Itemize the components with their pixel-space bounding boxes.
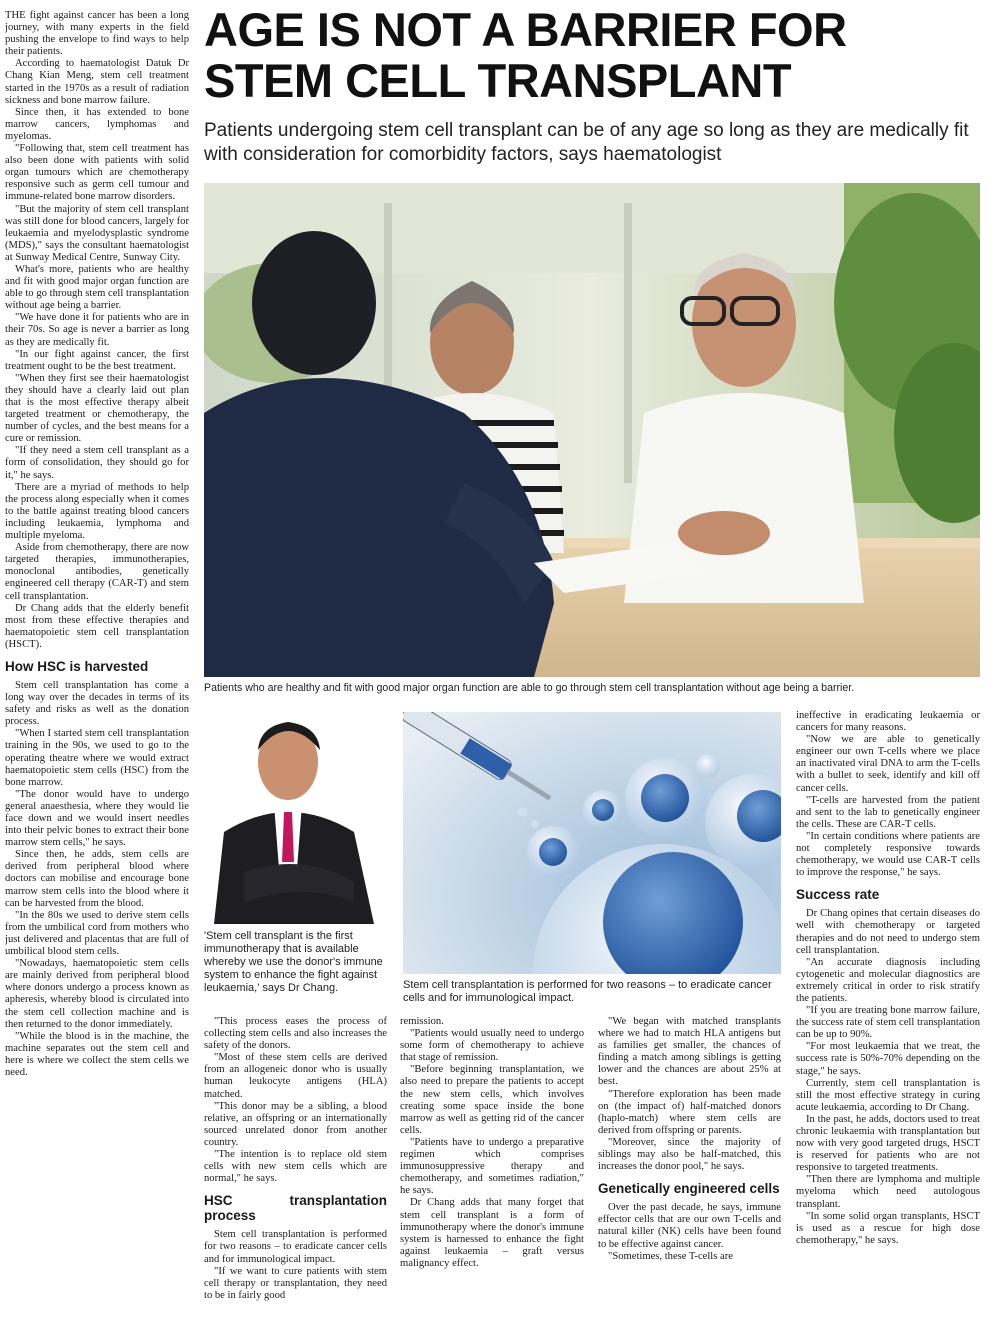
subheading: How HSC is harvested [5,658,149,674]
paragraph: "We have done it for patients who are in their 70s. So age is never a barrier as long as they are medically fit. [5,312,189,348]
paragraph: "If we want to cure patients with stem cell therapy or transplantation, they need to be in fairly good [204,1265,387,1301]
paragraph: Dr Chang adds that the elderly benefit most from these effective therapies and haematopoietic stem cell transplantation (HSCT). [5,602,189,650]
paragraph: Stem cell transplantation has come a long way over the decades in terms of its safety and risks as well as the donation process. [5,679,189,728]
paragraph: In the past, he adds, doctors used to treat chronic leukaemia with transplantation but now with very good targeted drugs, HSCT is reserved for patients who are not responsive to targeted treatments. [796,1113,980,1174]
paragraph: There are a myriad of methods to help the process along especially when it comes to the battle against treating blood cancers including leukaemia, lymphoma and multiple myeloma. [5,481,189,542]
paragraph: Aside from chemotherapy, there are now targeted therapies, immunotherapies, monoclonal antibodies, genetically engineered cell therapy (CAR-T) and stem cell transplantation. [5,542,189,602]
paragraph: Since then, it has extended to bone marrow cancers, lymphomas and myelomas. [5,106,189,142]
paragraph: Dr Chang opines that certain diseases do well with chemotherapy or targeted therapies and do not need to undergo stem cell transplantation. [796,908,980,956]
paragraph: "When they first see their haematologist they should have a clearly laid out plan that is the most effective therapy albeit targeted treatment or chemotherapy, the number of cycles, and the best means for a cure or remission. [5,372,189,445]
paragraph: "For most leukaemia that we treat, the success rate is 50%-70% depending on the stage," he says. [796,1041,980,1077]
paragraph: "If they need a stem cell transplant as a form of consolidation, they should go for it," he says. [5,445,189,481]
article-column-3 [400,1016,584,1316]
paragraph: "Patients have to undergo a preparative regimen which comprises immunosuppressive therapy and chemotherapy, and sometimes radiation," he says. [400,1136,584,1197]
standfirst: Patients undergoing stem cell transplant can be of any age so long as they are medically fit with consideration for comorbidity factors, says haematologist [204,120,969,165]
article-column-1 [5,10,189,1315]
paragraph: "In our fight against cancer, the first treatment ought to be the best treatment. [5,348,189,372]
paragraph: "But the majority of stem cell transplant was still done for blood cancers, largely for leukaemia and myelodysplastic syndrome (MDS)," says the consultant haematologist at Sunway Medical Centre, Sunway City. [5,203,189,263]
paragraph: "Moreover, since the majority of siblings may also be half-matched, this increases the donor pool," he says. [598,1136,781,1173]
paragraph: "Nowadays, haematopoietic stem cells are mainly derived from peripheral blood where donors undergo a process known as apheresis, whereby blood is circulated into the stem cell collection machine and is then returned to the donor immediately. [5,958,189,1030]
paragraph: "In the 80s we used to derive stem cells from the umbilical cord from mothers who just delivered and placentas that are full of umbilical blood stem cells. [5,909,189,958]
paragraph: Stem cell transplantation is performed for two reasons – to eradicate cancer cells and for immunological impact. [204,1229,387,1265]
subheading: Success rate [796,887,880,903]
paragraph: Dr Chang adds that many forget that stem cell transplant is a form of immunotherapy where the donor's immune system is harnessed to enhance the fight against leukaemia – graft versus malignancy effect. [400,1197,584,1269]
paragraph: "When I started stem cell transplantation training in the 90s, we used to go to the operating theatre where we would extract haematopoietic stem cells (HSC) from the bone marrow. [5,728,189,788]
main-photo [204,183,980,677]
paragraph: Over the past decade, he says, immune effector cells that are our own T-cells and natural killer (NK) cells have been found to be effective against cancer. [598,1202,781,1250]
article-column-4 [598,1016,781,1316]
subheading: Genetically engineered cells [598,1181,780,1197]
cell-image [403,712,781,974]
paragraph: "Therefore exploration has been made on (the impact of) half-matched donors (haplo-match) where stem cells are derived from offspring or parents. [598,1088,781,1136]
paragraph: According to haematologist Datuk Dr Chang Kian Meng, stem cell treatment started in the 1970s as a result of radiation sickness and bone marrow failure. [5,58,189,106]
paragraph: ineffective in eradicating leukaemia or cancers for many reasons. [796,710,980,734]
paragraph: "While the blood is in the machine, the machine separates out the stem cell and here is where we collect the stem cells we need. [5,1030,189,1078]
portrait-illustration [204,712,398,924]
consultation-illustration [204,183,980,677]
paragraph: THE fight against cancer has been a long journey, with many experts in the field pushing the envelope to find ways to help their patients. [5,10,189,58]
portrait-photo [204,712,398,924]
paragraph: "The donor would have to undergo general anaesthesia, where they would lie face down and we would insert needles into their pelvic bones to extract their bone marrow stem cells," he says. [5,788,189,849]
paragraph: "In certain conditions where patients are not completely responsive towards chemotherapy, we would use CAR-T cells to improve the response," he says. [796,830,980,879]
paragraph: "We began with matched transplants where we had to match HLA antigens but as families get smaller, the chances of finding a match among siblings is getting lower and the chances are about 25% at best. [598,1016,781,1088]
paragraph: Since then, he adds, stem cells are derived from peripheral blood where doctors can mobilise and encourage bone marrow stem cells into the blood where it can be harvested from the blood. [5,849,189,909]
paragraph: "The intention is to replace old stem cells with new stem cells which are normal," he says. [204,1149,387,1185]
paragraph: "Now we are able to genetically engineer our own T-cells where we place an inactivated viral DNA to arm the T-cells with a bullet to seek, identify and kill off cancer cells. [796,734,980,794]
article-column-5 [796,710,980,1316]
cell-image-caption: Stem cell transplantation is performed for two reasons – to eradicate cancer cells and for immunological impact. [403,979,772,1004]
paragraph: "Sometimes, these T-cells are [608,1250,733,1262]
paragraph: "If you are treating bone marrow failure, the success rate of stem cell transplantation can be up to 90%. [796,1005,980,1041]
paragraph: "T-cells are harvested from the patient and sent to the lab to genetically engineer the cells. These are CAR-T cells. [796,794,980,830]
main-photo-caption: Patients who are healthy and fit with good major organ function are able to go through stem cell transplantation without age being a barrier. [204,682,855,694]
paragraph: Currently, stem cell transplantation is still the most effective strategy in curing acute leukaemia, according to Dr Chang. [796,1077,980,1113]
paragraph: remission. [400,1016,444,1027]
paragraph: "Most of these stem cells are derived from an allogeneic donor who is usually human leukocyte antigens (HLA) matched. [204,1052,387,1100]
paragraph: What's more, patients who are healthy and fit with good major organ function are able to go through stem cell transplantation without age being a barrier. [5,263,189,312]
headline: AGE IS NOT A BARRIER FOR STEM CELL TRANSPLANT [204,3,847,107]
paragraph: "In some solid organ transplants, HSCT is used as a rescue for high dose chemotherapy," he says. [796,1210,980,1246]
paragraph: "Then there are lymphoma and multiple myeloma which need autologous transplant. [796,1174,980,1210]
paragraph: "This donor may be a sibling, a blood relative, an offspring or an internationally sourced unrelated donor from another country. [204,1100,387,1148]
article-column-2 [204,1016,387,1316]
paragraph: "Before beginning transplantation, we also need to prepare the patients to accept the new stem cells, which involves creating some space inside the bone marrow as well as getting rid of the cancer cells. [400,1064,584,1136]
paragraph: "This process eases the process of collecting stem cells and also increases the safety of the donors. [204,1016,387,1052]
subheading: HSC transplantation process [204,1193,387,1224]
paragraph: "Patients would usually need to undergo some form of chemotherapy to achieve that stage of remission. [400,1028,584,1064]
paragraph: "An accurate diagnosis including cytogenetic and molecular diagnostics are extremely critical in order to risk stratify the patients. [796,956,980,1004]
paragraph: "Following that, stem cell treatment has also been done with patients with solid organ tumours which are chemotherapy responsive such as germ cell tumour and immune-related bone marrow disorders. [5,143,189,203]
stem-cell-illustration [403,712,781,974]
portrait-caption: 'Stem cell transplant is the first immunotherapy that is available whereby we use the donor's immune system to enhance the fight against leukaemia,' says Dr Chang. [204,930,383,994]
